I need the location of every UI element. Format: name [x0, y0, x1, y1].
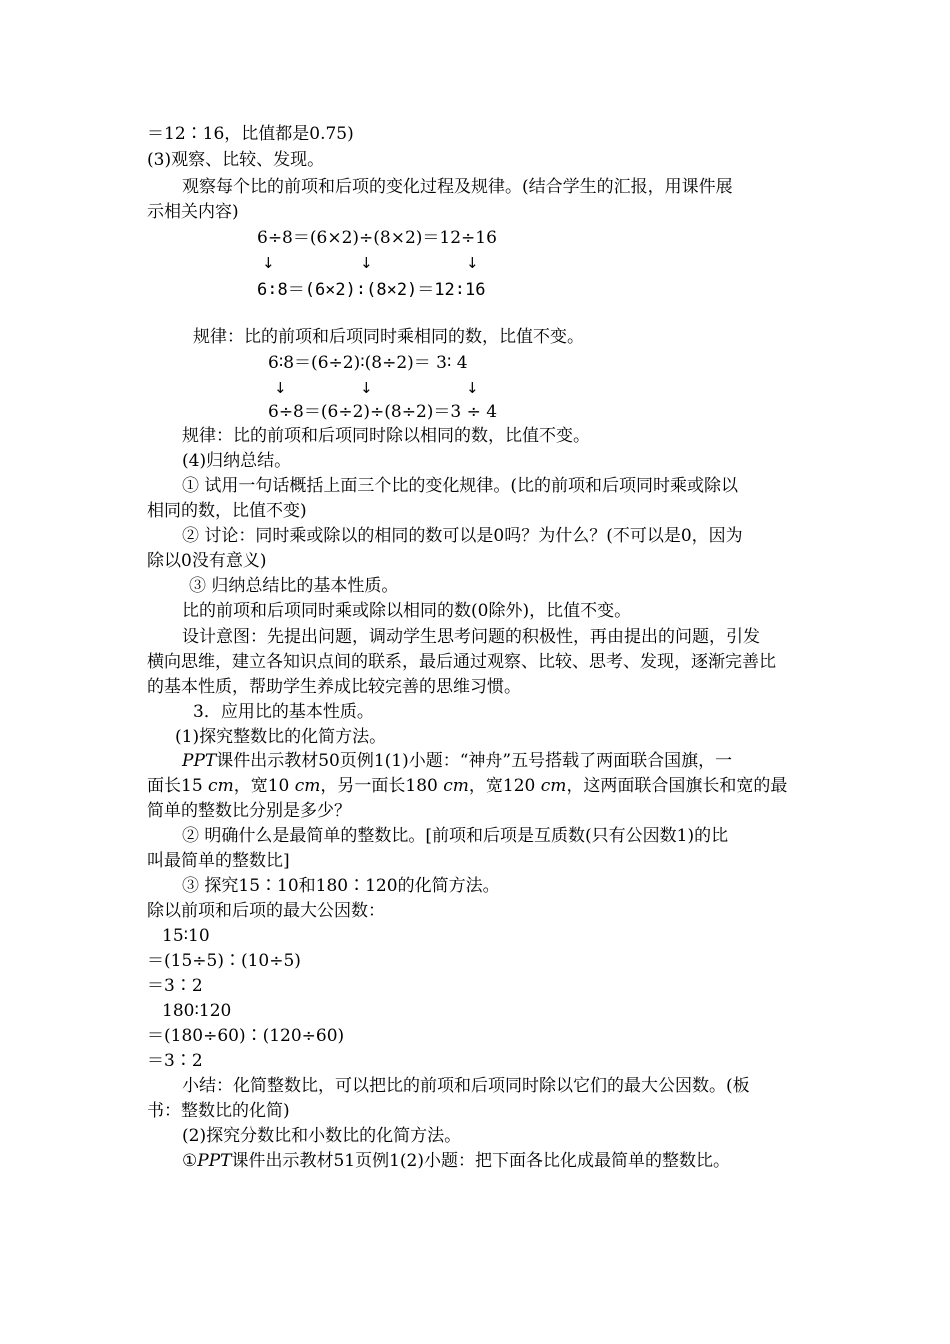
equation-ratio: 6∶8＝(6÷2)∶(8÷2)＝ 3∶ 4 [268, 353, 468, 373]
text-segment: 课件出示教材51页例1(2)小题：把下面各比化成最简单的整数比。 [231, 1151, 730, 1171]
section-heading: (3)观察、比较、发现。 [147, 150, 325, 170]
text-segment: ① [182, 1151, 198, 1171]
text-line: 横向思维，建立各知识点间的联系，最后通过观察、比较、思考、发现，逐渐完善比 [147, 652, 776, 672]
section-heading: (2)探究分数比和小数比的化简方法。 [182, 1126, 462, 1146]
text-segment: ，另一面长180 [320, 776, 444, 796]
equation-ratio: ＝3∶2 [147, 1051, 203, 1071]
down-arrow-icon: ↓ [262, 254, 275, 272]
equation-ratio: 180∶120 [162, 1001, 232, 1021]
equation-ratio: 15∶10 [162, 926, 210, 946]
text-line [182, 1149, 730, 1173]
text-line: ② 讨论：同时乘或除以的相同的数可以是0吗？为什么？(不可以是0，因为 [182, 526, 743, 546]
text-segment: ，这两面联合国旗长和宽的最 [566, 776, 788, 796]
text-line: ＝12∶16，比值都是0.75) [147, 124, 354, 144]
ppt-label: PPT [197, 1151, 232, 1171]
equation-division: 6÷8＝(6÷2)÷(8÷2)＝3 ÷ 4 [268, 402, 498, 422]
down-arrow-icon: ↓ [466, 254, 479, 272]
text-line: 除以0没有意义) [147, 551, 267, 571]
summary-text: 小结：化简整数比，可以把比的前项和后项同时除以它们的最大公因数。(板 [182, 1076, 750, 1096]
text-line: 设计意图：先提出问题，调动学生思考问题的积极性，再由提出的问题，引发 [182, 627, 760, 647]
section-heading: (1)探究整数比的化简方法。 [175, 727, 387, 747]
text-segment: ，宽120 [468, 776, 541, 796]
equation-ratio: ＝(180÷60)∶(120÷60) [147, 1026, 345, 1046]
text-line [182, 749, 732, 773]
text-line [147, 774, 787, 798]
text-line: 比的前项和后项同时乘或除以相同的数(0除外)，比值不变。 [182, 601, 632, 621]
unit-cm: cm [208, 776, 234, 796]
text-line: ③ 归纳总结比的基本性质。 [189, 576, 399, 596]
text-line: ② 明确什么是最简单的整数比。[前项和后项是互质数(只有公因数1)的比 [182, 826, 729, 846]
text-line: 除以前项和后项的最大公因数： [147, 901, 385, 921]
down-arrow-icon: ↓ [360, 254, 373, 272]
section-heading: 3．应用比的基本性质。 [193, 702, 374, 722]
down-arrow-icon: ↓ [466, 379, 479, 397]
summary-text: 书：整数比的化简) [147, 1101, 290, 1121]
unit-cm: cm [540, 776, 567, 796]
equation-ratio: ＝(15÷5)∶(10÷5) [147, 951, 301, 971]
text-line: 示相关内容) [147, 202, 239, 222]
text-line: ① 试用一句话概括上面三个比的变化规律。(比的前项和后项同时乘或除以 [182, 476, 739, 496]
text-line: 观察每个比的前项和后项的变化过程及规律。(结合学生的汇报，用课件展 [182, 177, 733, 197]
down-arrow-icon: ↓ [360, 379, 373, 397]
rule-text: 规律：比的前项和后项同时除以相同的数，比值不变。 [182, 426, 590, 446]
text-line: 的基本性质，帮助学生养成比较完善的思维习惯。 [147, 677, 521, 697]
equation-ratio: ＝3∶2 [147, 976, 203, 996]
unit-cm: cm [443, 776, 469, 796]
text-segment: ，宽10 [233, 776, 295, 796]
text-segment: 课件出示教材50页例1(1)小题：“神舟”五号搭载了两面联合国旗，一 [216, 751, 733, 771]
rule-text: 规律：比的前项和后项同时乘相同的数，比值不变。 [193, 327, 584, 347]
equation-ratio: 6∶8＝(6×2)∶(8×2)＝12∶16 [257, 280, 486, 300]
equation-division: 6÷8＝(6×2)÷(8×2)＝12÷16 [257, 228, 497, 248]
down-arrow-icon: ↓ [274, 379, 287, 397]
ppt-label: PPT [182, 751, 217, 771]
text-segment: 面长15 [147, 776, 209, 796]
unit-cm: cm [294, 776, 321, 796]
text-line: 相同的数，比值不变) [147, 501, 307, 521]
text-line: 简单的整数比分别是多少？ [147, 801, 351, 821]
section-heading: (4)归纳总结。 [182, 451, 292, 471]
text-line: ③ 探究15∶10和180∶120的化简方法。 [182, 876, 500, 896]
text-line: 叫最简单的整数比] [147, 851, 290, 871]
